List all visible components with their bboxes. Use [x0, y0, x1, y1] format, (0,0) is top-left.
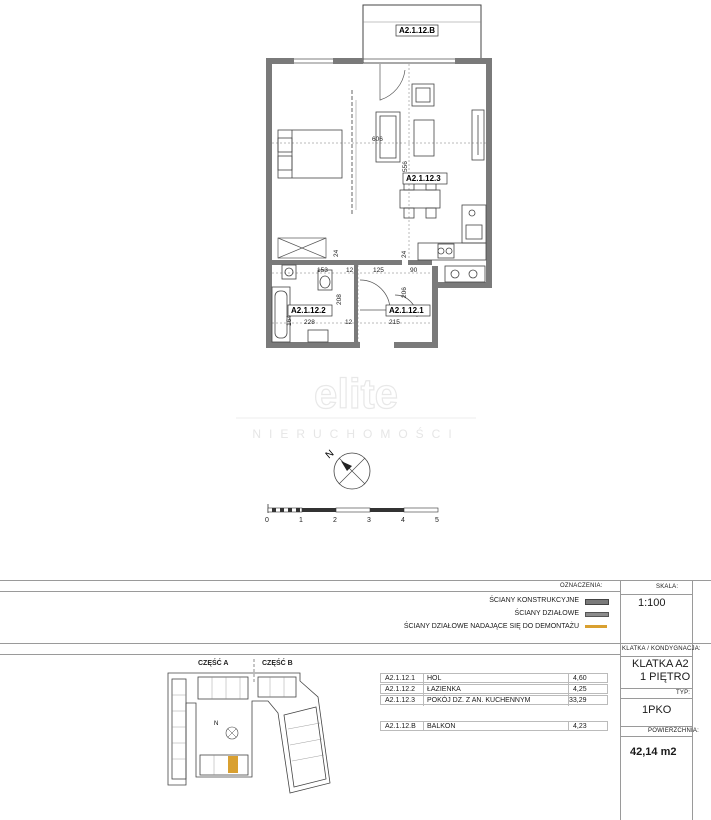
stair-value-1: KLATKA A2: [632, 658, 689, 670]
site-plan: [0, 655, 360, 820]
site-part-b: CZĘŚĆ B: [262, 660, 293, 667]
bathroom-fixtures: [272, 265, 332, 342]
dining-set: [400, 182, 440, 218]
site-plan-apartment-highlight: [228, 756, 238, 773]
dim-206: 206: [401, 287, 408, 298]
legend-swatch-structural: [585, 599, 609, 605]
dim-164: 164: [286, 315, 293, 326]
room-label-bathroom: A2.1.12.2: [291, 306, 326, 315]
wardrobe: [278, 238, 326, 258]
dim-24b: 24: [401, 250, 408, 258]
scale-header: SKALA:: [656, 584, 679, 590]
kitchen: [418, 205, 486, 260]
room-label-balcony: A2.1.12.B: [399, 26, 436, 35]
table-row: A2.1.12.1 HOL 4,60: [380, 673, 608, 683]
dim-556: 556: [402, 161, 409, 172]
watermark: [236, 370, 476, 441]
table-row: A2.1.12.2 ŁAZIENKA 4,25: [380, 684, 608, 694]
legend-item-demolishable: ŚCIANY DZIAŁOWE NADAJĄCE SIĘ DO DEMONTAŻU: [403, 623, 579, 630]
living-furniture: [376, 84, 484, 162]
watermark-sub: NIERUCHOMOŚCI: [252, 427, 460, 441]
stair-header: KLATKA / KONDYGNACJA:: [622, 646, 701, 652]
scale-bar: [265, 504, 439, 524]
dim-90: 90: [410, 267, 418, 274]
legend-item-partition: ŚCIANY DZIAŁOWE: [514, 610, 579, 617]
legend-swatch-demolishable: [585, 625, 607, 628]
sliding-partition: [352, 90, 356, 215]
dim-208: 208: [336, 294, 343, 305]
door-swings: [360, 64, 417, 317]
room-label-living: A2.1.12.3: [406, 174, 441, 183]
area-header: POWIERZCHNIA:: [648, 728, 699, 734]
scale-tick-4: 4: [401, 517, 405, 524]
scale-value: 1:100: [638, 597, 666, 609]
site-plan-north: N: [214, 721, 219, 727]
dim-153: 153: [317, 267, 328, 274]
area-value: 42,14 m2: [630, 746, 677, 758]
dimension-lines: [272, 64, 486, 342]
dim-24a: 24: [333, 249, 340, 257]
dim-12a: 12: [346, 267, 354, 274]
stair-value-2: 1 PIĘTRO: [640, 671, 691, 683]
compass-north-label: N: [323, 448, 337, 462]
site-part-a: CZĘŚĆ A: [198, 660, 229, 667]
dim-12b: 12: [345, 319, 353, 326]
structural-walls: [266, 58, 492, 348]
scale-tick-2: 2: [333, 517, 337, 524]
windows: [294, 59, 455, 63]
dim-228: 228: [304, 319, 315, 326]
bed: [278, 130, 342, 178]
type-value: 1PKO: [642, 704, 672, 716]
table-row-balcony: A2.1.12.B BALKON 4,23: [380, 721, 608, 731]
hall-fixtures: [445, 266, 485, 282]
table-row: A2.1.12.3 POKÓJ DZ. Z AN. KUCHENNYM 33,29: [380, 695, 608, 705]
type-header: TYP:: [676, 690, 691, 696]
legend-header: OZNACZENIA:: [560, 583, 603, 589]
dim-215: 215: [389, 319, 400, 326]
scale-tick-3: 3: [367, 517, 371, 524]
scale-tick-5: 5: [435, 517, 439, 524]
scale-tick-0: 0: [265, 517, 269, 524]
dim-125: 125: [373, 267, 384, 274]
scale-tick-1: 1: [299, 517, 303, 524]
room-label-hall: A2.1.12.1: [389, 306, 424, 315]
legend-item-structural: ŚCIANY KONSTRUKCYJNE: [489, 597, 579, 604]
dim-606: 606: [372, 136, 383, 143]
legend-swatch-partition: [585, 612, 609, 617]
watermark-brand: elite: [313, 370, 399, 417]
compass: [324, 448, 370, 489]
